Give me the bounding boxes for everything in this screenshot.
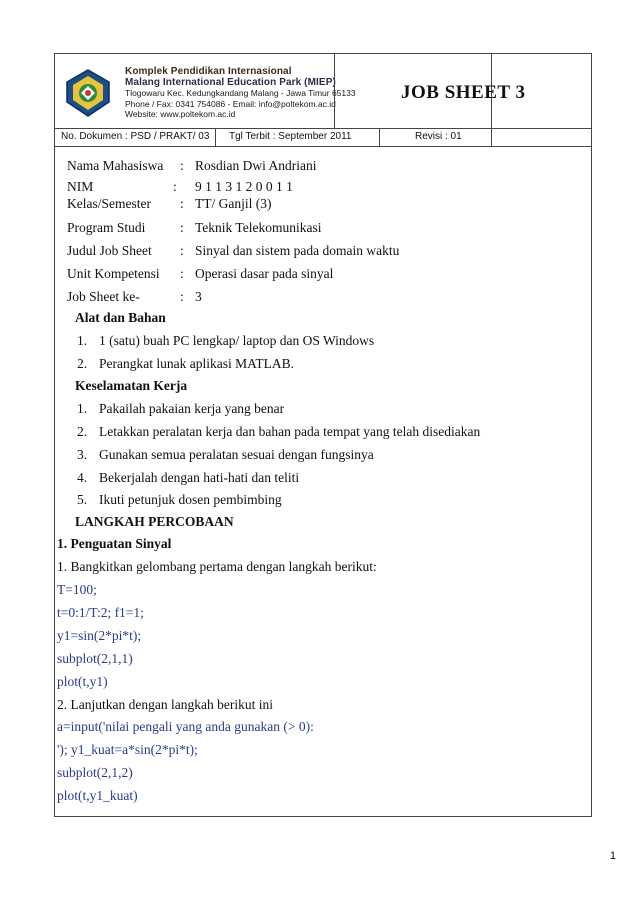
list-item — [77, 333, 374, 349]
list-text: 1 (satu) buah PC lengkap/ laptop dan OS Windows — [99, 333, 375, 348]
list-item — [77, 356, 294, 372]
code-line: plot(t,y1) — [57, 674, 108, 689]
step-1-text: 1. Bangkitkan gelombang pertama dengan langkah berikut: — [57, 559, 377, 574]
list-text: Gunakan semua peralatan sesuai dengan fungsinya — [99, 447, 374, 462]
list-item — [77, 492, 282, 508]
list-item — [77, 470, 299, 486]
info-colon: : — [173, 179, 177, 194]
info-value: Sinyal dan sistem pada domain waktu — [195, 243, 400, 258]
info-value: Operasi dasar pada sinyal — [195, 266, 334, 281]
info-value: 3 — [195, 289, 202, 304]
info-colon: : — [180, 266, 184, 281]
list-number: 1. — [77, 333, 88, 348]
institution-address: Tlogowaru Kec. Kedungkandang Malang - Jawa Timur 65133 — [125, 88, 356, 98]
info-label: Nama Mahasiswa — [67, 158, 164, 173]
list-number: 3. — [77, 447, 88, 462]
institution-emblem-icon — [63, 68, 113, 118]
code-line: t=0:1/T:2; f1=1; — [57, 605, 144, 620]
info-label: Unit Kompetensi — [67, 266, 160, 281]
keselamatan-heading: Keselamatan Kerja — [75, 378, 188, 393]
code-line: subplot(2,1,2) — [57, 765, 133, 780]
code-line: a=input('nilai pengali yang anda gunakan (> 0): — [57, 719, 314, 734]
alat-heading: Alat dan Bahan — [75, 310, 166, 325]
list-number: 1. — [77, 401, 88, 416]
info-colon: : — [180, 158, 184, 173]
list-number: 2. — [77, 356, 88, 371]
code-line: plot(t,y1_kuat) — [57, 788, 138, 803]
page-number: 1 — [609, 850, 616, 862]
code-line: T=100; — [57, 582, 97, 597]
code-line: subplot(2,1,1) — [57, 651, 133, 666]
list-text: Perangkat lunak aplikasi MATLAB. — [99, 356, 294, 371]
list-text: Letakkan peralatan kerja dan bahan pada tempat yang telah disediakan — [99, 424, 481, 439]
list-number: 4. — [77, 470, 88, 485]
section-title: 1. Penguatan Sinyal — [57, 536, 172, 551]
institution-name-2: Malang International Education Park (MIEP) — [125, 77, 336, 88]
job-sheet-title: JOB SHEET 3 — [401, 82, 526, 103]
job-sheet-page — [54, 53, 592, 817]
langkah-heading: LANGKAH PERCOBAAN — [75, 514, 234, 529]
issue-date: Tgl Terbit : September 2011 — [229, 131, 352, 142]
list-number: 2. — [77, 424, 88, 439]
institution-website: Website: www.poltekom.ac.id — [125, 109, 236, 119]
info-colon: : — [180, 243, 184, 258]
info-label: Job Sheet ke- — [67, 289, 140, 304]
info-label: Judul Job Sheet — [67, 243, 152, 258]
institution-name-1: Komplek Pendidikan Internasional — [125, 66, 292, 77]
document-number: No. Dokumen : PSD / PRAKT/ 03 — [61, 131, 210, 142]
info-value: Rosdian Dwi Andriani — [195, 158, 317, 173]
document-meta-row — [55, 128, 591, 147]
list-item — [77, 401, 284, 417]
revision: Revisi : 01 — [415, 131, 462, 142]
institution-contact: Phone / Fax: 0341 754086 - Email: info@poltekom.ac.id — [125, 98, 336, 109]
header-divider — [334, 54, 335, 128]
info-colon: : — [180, 289, 184, 304]
institution-block — [125, 66, 356, 120]
info-value: TT/ Ganjil (3) — [195, 196, 272, 211]
meta-divider-2 — [379, 128, 380, 146]
info-colon: : — [180, 196, 184, 211]
info-value: 9 1 1 3 1 2 0 0 1 1 — [195, 179, 293, 194]
list-item — [77, 447, 374, 463]
info-colon: : — [180, 220, 184, 235]
list-text: Pakailah pakaian kerja yang benar — [99, 401, 285, 416]
meta-divider-1 — [215, 128, 216, 146]
list-number: 5. — [77, 492, 88, 507]
info-label: Program Studi — [67, 220, 146, 235]
step-2-text: 2. Lanjutkan dengan langkah berikut ini — [57, 697, 273, 712]
code-line: y1=sin(2*pi*t); — [57, 628, 142, 643]
info-value: Teknik Telekomunikasi — [195, 220, 322, 235]
list-text: Ikuti petunjuk dosen pembimbing — [99, 492, 282, 507]
code-line: '); y1_kuat=a*sin(2*pi*t); — [57, 742, 198, 757]
info-label: NIM — [67, 179, 94, 194]
info-label: Kelas/Semester — [67, 196, 151, 211]
list-text: Bekerjalah dengan hati-hati dan teliti — [99, 470, 300, 485]
document-header — [55, 54, 591, 129]
list-item — [77, 424, 480, 440]
